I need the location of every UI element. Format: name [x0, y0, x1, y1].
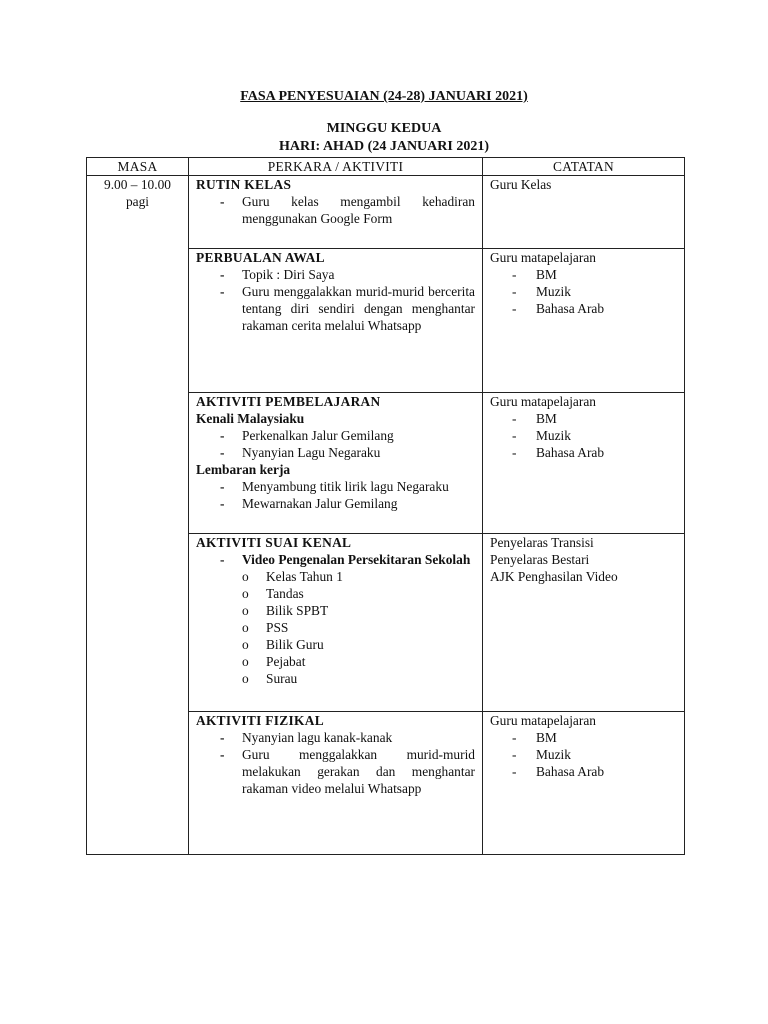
- catatan-text: Penyelaras Transisi: [490, 535, 594, 550]
- list-item: - BM: [536, 410, 677, 427]
- catatan-text: Guru Kelas: [490, 177, 552, 192]
- document-title: FASA PENYESUAIAN (24-28) JANUARI 2021): [240, 89, 528, 104]
- activity-cell: [189, 249, 483, 393]
- activity-cell: [189, 534, 483, 712]
- subsection-title: Lembaran kerja: [196, 462, 291, 477]
- catatan-list: [490, 410, 677, 461]
- section-title: AKTIVITI FIZIKAL: [196, 713, 324, 728]
- sublist-item: o Bilik Guru: [266, 636, 475, 653]
- sublist-item: o Tandas: [266, 585, 475, 602]
- catatan-text: Penyelaras Bestari: [490, 552, 590, 567]
- list-item: - Muzik: [536, 283, 677, 300]
- masa-cell: [87, 176, 189, 855]
- week-heading: MINGGU KEDUA: [326, 121, 442, 136]
- list-item: - Bahasa Arab: [536, 444, 677, 461]
- item-list: [196, 729, 475, 797]
- list-item: - Bahasa Arab: [536, 300, 677, 317]
- sublist-item: o Bilik SPBT: [266, 602, 475, 619]
- list-item: - Guru menggalakkan murid-murid bercerita tentang diri sendiri dengan menghantar rakaman cerita melalui Whatsapp: [242, 283, 475, 334]
- header-row: [87, 158, 685, 176]
- sublist-item: o PSS: [266, 619, 475, 636]
- catatan-list: [490, 266, 677, 317]
- list-item: - Menyambung titik lirik lagu Negaraku: [242, 478, 475, 495]
- catatan-text: Guru matapelajaran: [490, 713, 596, 728]
- catatan-text: Guru matapelajaran: [490, 250, 596, 265]
- section-title: AKTIVITI SUAI KENAL: [196, 535, 352, 550]
- catatan-cell: [483, 393, 685, 534]
- catatan-text: AJK Penghasilan Video: [490, 569, 618, 584]
- catatan-cell: [483, 176, 685, 249]
- list-item: - Topik : Diri Saya: [242, 266, 475, 283]
- catatan-cell: [483, 249, 685, 393]
- item-list: [196, 551, 475, 568]
- table-row: [87, 176, 685, 249]
- list-item: - Nyanyian lagu kanak-kanak: [242, 729, 475, 746]
- list-item: - BM: [536, 266, 677, 283]
- time-range: 9.00 – 10.00: [104, 177, 171, 192]
- section-title: AKTIVITI PEMBELAJARAN: [196, 394, 381, 409]
- catatan-list: [490, 729, 677, 780]
- section-title: RUTIN KELAS: [196, 177, 292, 192]
- list-item: - Nyanyian Lagu Negaraku: [242, 444, 475, 461]
- header-perkara: PERKARA / AKTIVITI: [189, 158, 483, 176]
- sublist: [196, 568, 475, 687]
- sublist-item: o Pejabat: [266, 653, 475, 670]
- section-title: PERBUALAN AWAL: [196, 250, 325, 265]
- sublist-item: o Surau: [266, 670, 475, 687]
- sublist-item: o Kelas Tahun 1: [266, 568, 475, 585]
- schedule-table: [86, 157, 685, 855]
- list-item: - Mewarnakan Jalur Gemilang: [242, 495, 475, 512]
- item-list: [196, 478, 475, 512]
- subsection-title: Kenali Malaysiaku: [196, 411, 305, 426]
- activity-cell: [189, 712, 483, 855]
- list-item: - Video Pengenalan Persekitaran Sekolah: [242, 551, 475, 568]
- activity-cell: [189, 393, 483, 534]
- catatan-cell: [483, 712, 685, 855]
- list-item: - Bahasa Arab: [536, 763, 677, 780]
- catatan-text: Guru matapelajaran: [490, 394, 596, 409]
- list-item: - Guru kelas mengambil kehadiran menggunakan Google Form: [242, 193, 475, 227]
- item-list: [196, 266, 475, 334]
- day-heading: HARI: AHAD (24 JANUARI 2021): [279, 139, 489, 154]
- list-item: - Muzik: [536, 427, 677, 444]
- list-item: - BM: [536, 729, 677, 746]
- item-list: [196, 193, 475, 227]
- item-list: [196, 427, 475, 461]
- activity-cell: [189, 176, 483, 249]
- catatan-cell: [483, 534, 685, 712]
- time-period: pagi: [125, 194, 150, 209]
- header-catatan: CATATAN: [483, 158, 685, 176]
- header-masa: MASA: [87, 158, 189, 176]
- list-item: - Guru menggalakkan murid-murid melakukan gerakan dan menghantar rakaman video melalui Whatsapp: [242, 746, 475, 797]
- list-item: - Muzik: [536, 746, 677, 763]
- list-item: - Perkenalkan Jalur Gemilang: [242, 427, 475, 444]
